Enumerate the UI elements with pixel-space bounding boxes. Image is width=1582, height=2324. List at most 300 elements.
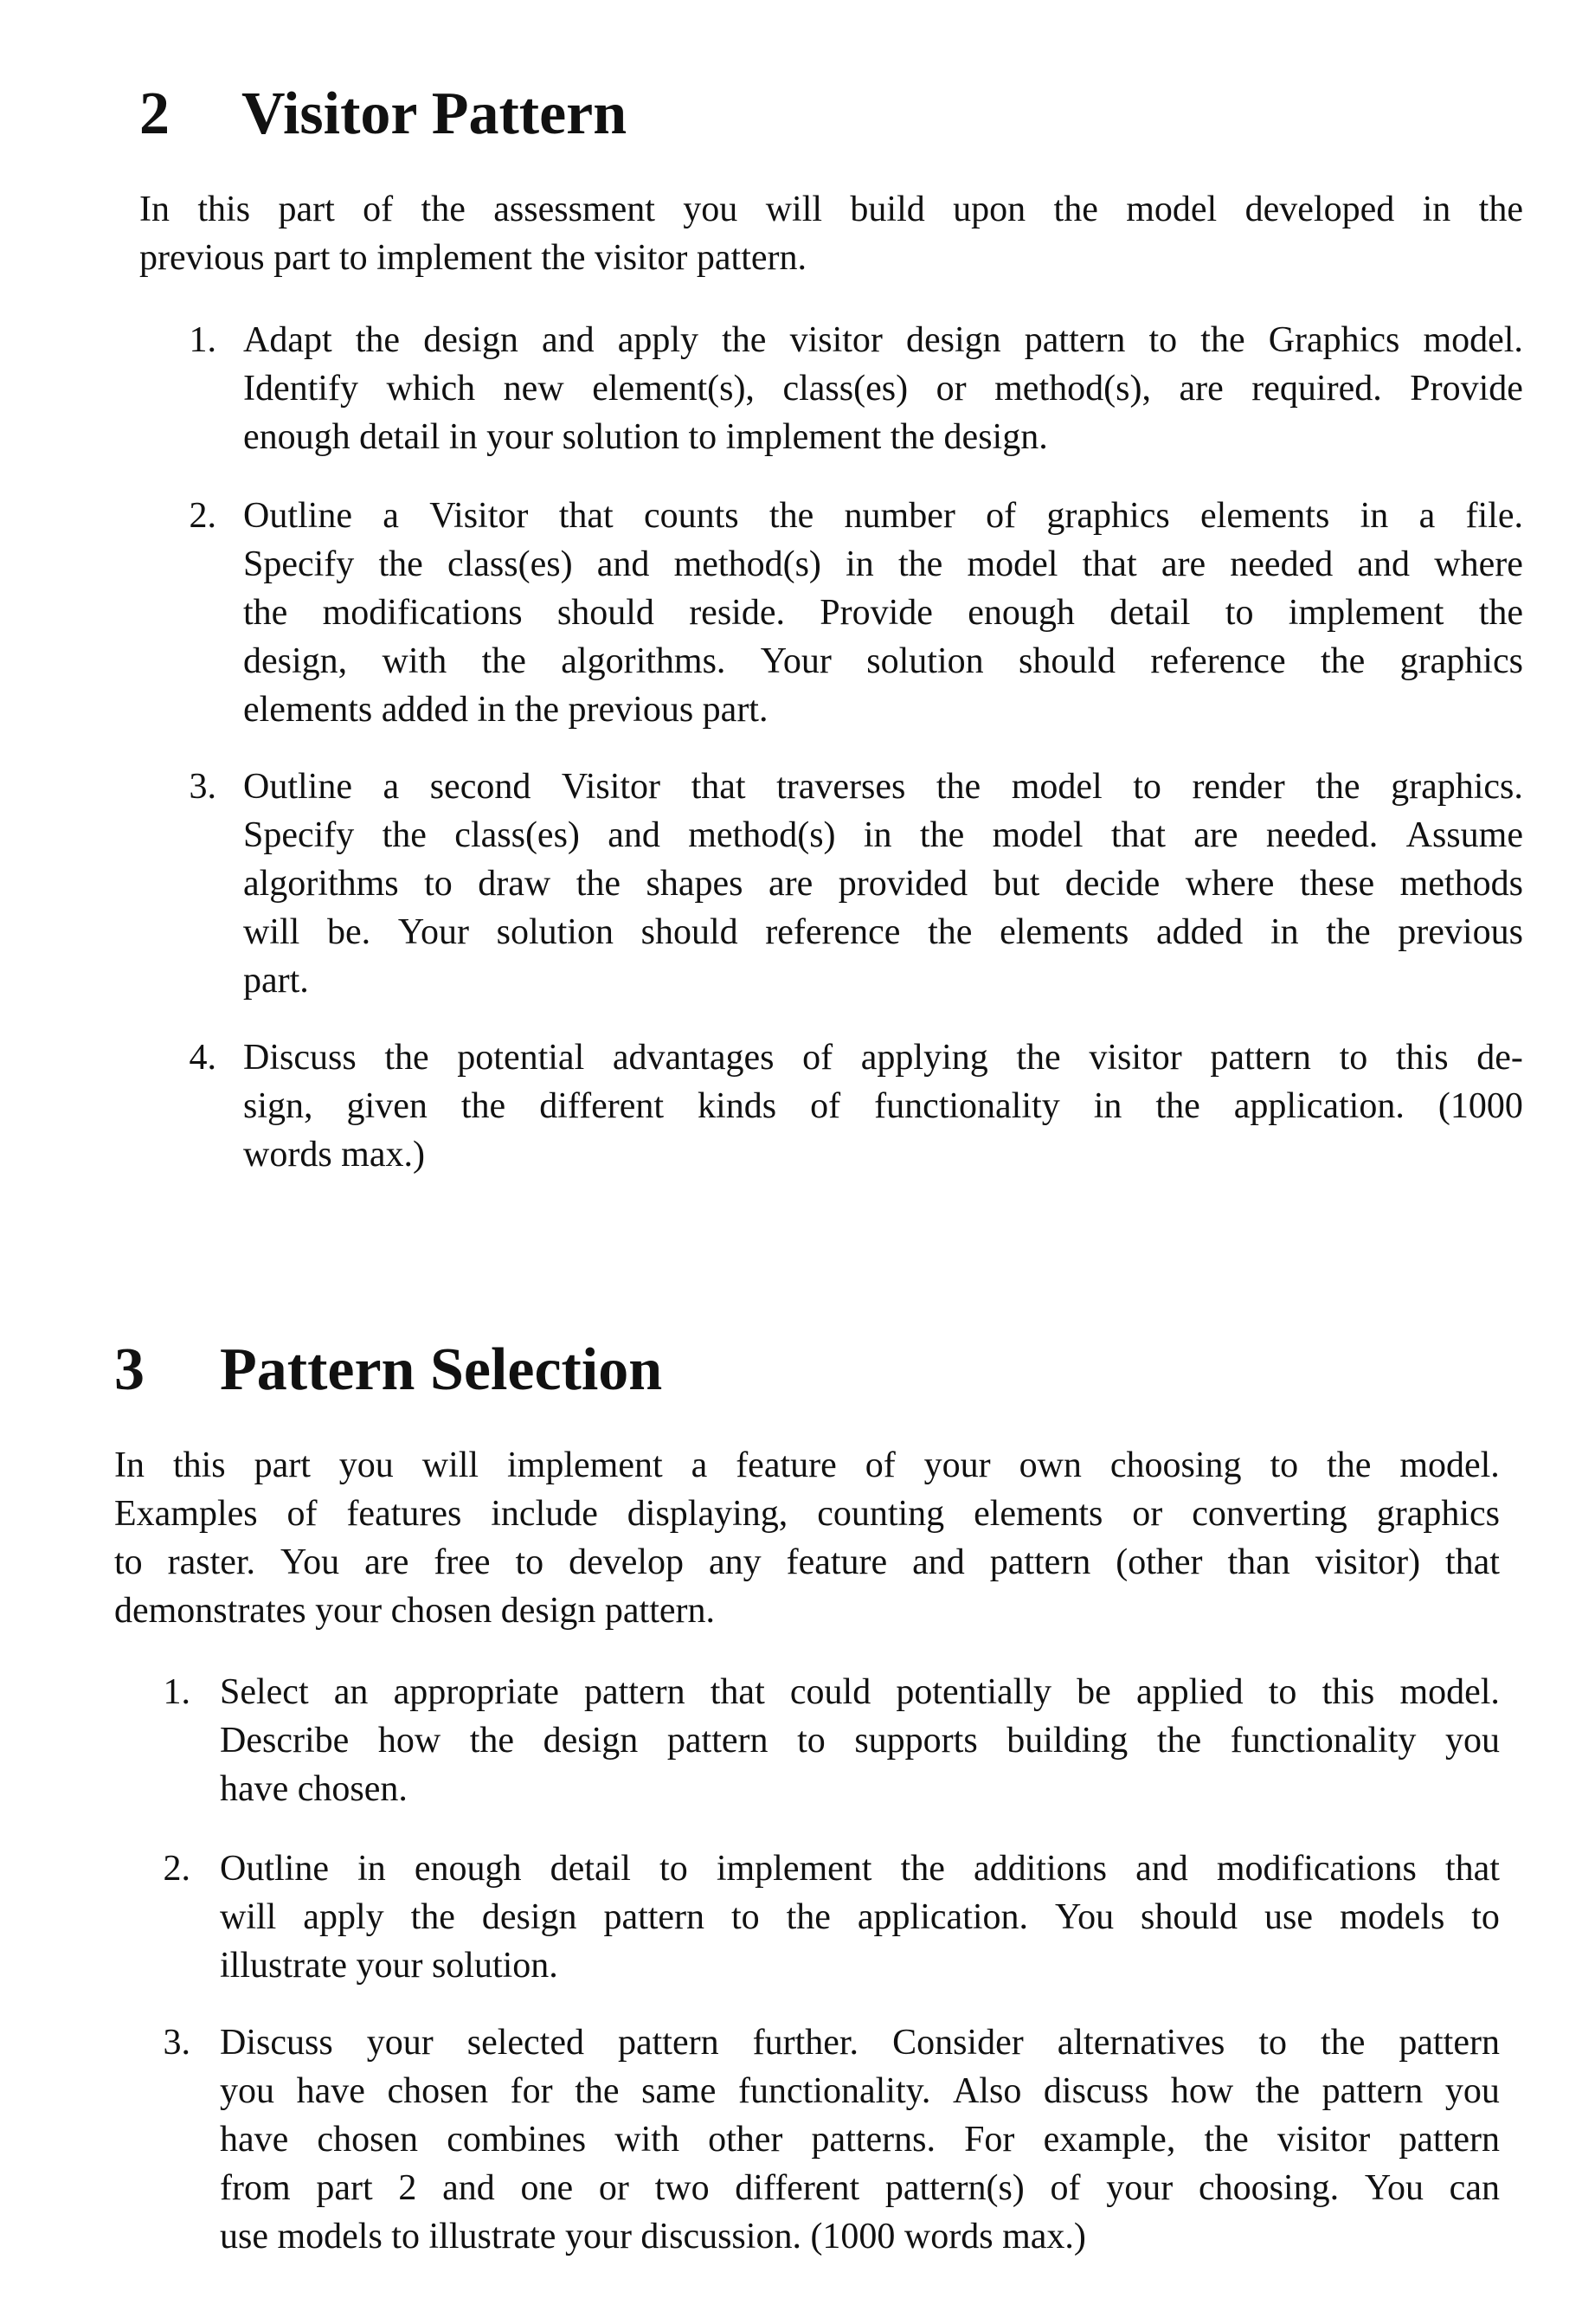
word: how	[1170, 2071, 1234, 2111]
word: Adapt	[243, 320, 332, 360]
word: a	[383, 767, 400, 807]
word: added	[1156, 912, 1244, 952]
word: the	[768, 496, 814, 536]
word: design	[906, 320, 1001, 360]
word: the	[1200, 320, 1245, 360]
word: required.	[1251, 369, 1382, 409]
word: elements	[1000, 912, 1129, 952]
word: choosing	[1109, 1445, 1242, 1485]
word: and	[1135, 1849, 1188, 1889]
word: could	[789, 1672, 871, 1712]
word: the	[722, 320, 767, 360]
list-item-number: 1.	[189, 320, 216, 360]
word: the	[1478, 190, 1523, 229]
word: use	[1264, 1897, 1314, 1937]
word: the	[1326, 912, 1371, 952]
word: application.	[857, 1897, 1028, 1937]
word: class(es)	[454, 815, 580, 855]
word: graphics	[1376, 1494, 1500, 1534]
section-intro	[139, 185, 1523, 282]
text-line	[243, 492, 1523, 540]
word: Provide	[1410, 369, 1523, 409]
word: are	[1161, 544, 1206, 584]
word: draw	[478, 864, 551, 904]
list-item-number: 4.	[189, 1038, 216, 1078]
text-line	[243, 859, 1523, 908]
word: should	[640, 912, 738, 952]
word: model	[967, 544, 1058, 584]
word: in	[1093, 1086, 1122, 1126]
word: 2	[398, 2168, 417, 2208]
word: a	[691, 1445, 708, 1485]
word: for	[510, 2071, 553, 2111]
word: Examples	[114, 1494, 258, 1534]
word: to	[114, 1542, 143, 1582]
word: in	[863, 815, 892, 855]
word: You	[1364, 2168, 1424, 2208]
word: provided	[838, 864, 968, 904]
text-line	[243, 364, 1523, 413]
word: graphics	[1399, 641, 1523, 681]
word: of	[986, 496, 1017, 536]
word: you	[683, 190, 738, 229]
word: any	[709, 1542, 762, 1582]
word: Specify	[243, 815, 355, 855]
word: these	[1299, 864, 1375, 904]
word: design	[543, 1721, 639, 1761]
word: or	[1132, 1494, 1163, 1534]
word: your	[923, 1445, 991, 1485]
word: second	[429, 767, 531, 807]
word: other	[708, 2120, 783, 2160]
word: render	[1192, 767, 1285, 807]
word: Graphics	[1268, 320, 1400, 360]
word: of	[363, 190, 394, 229]
word: your	[1106, 2168, 1174, 2208]
word: developed	[1244, 190, 1395, 229]
text-line	[139, 185, 1523, 234]
word: pattern	[1210, 1038, 1311, 1078]
word: or	[598, 2168, 629, 2208]
word: and	[1357, 544, 1411, 584]
word: to	[797, 1721, 826, 1761]
word: pattern	[603, 1897, 705, 1937]
word: design	[481, 1897, 577, 1937]
word: to	[659, 1849, 688, 1889]
word: an	[333, 1672, 369, 1712]
word: You	[1054, 1897, 1115, 1937]
word: will	[220, 1897, 277, 1937]
word: previous	[1398, 912, 1523, 952]
word: the	[421, 190, 466, 229]
line-text: use models to illustrate your discussion. (1000 words max.)	[220, 2217, 1086, 2256]
section-title: Visitor Pattern	[241, 80, 627, 147]
word: the	[460, 1086, 506, 1126]
word: pattern	[1024, 320, 1126, 360]
word: visitor	[1089, 1038, 1182, 1078]
word: you	[338, 1445, 394, 1485]
word: the	[919, 815, 965, 855]
word: file.	[1465, 496, 1523, 536]
word: Specify	[243, 544, 355, 584]
text-line	[243, 763, 1523, 811]
word: method(s)	[688, 815, 836, 855]
word: model	[1011, 767, 1103, 807]
word: and	[608, 815, 660, 855]
word: shapes	[646, 864, 743, 904]
word: potentially	[896, 1672, 1052, 1712]
word: to	[1148, 320, 1178, 360]
word: pattern	[1322, 2071, 1424, 2111]
word: the	[355, 320, 401, 360]
word: model.	[1399, 1672, 1500, 1712]
word: the	[1320, 641, 1366, 681]
word: and	[912, 1542, 965, 1582]
word: are	[768, 864, 814, 904]
word: this	[172, 1445, 226, 1485]
word: Select	[220, 1672, 309, 1712]
text-line	[139, 234, 1523, 282]
word: part	[254, 1445, 311, 1485]
word: the	[1016, 1038, 1061, 1078]
word: Discuss	[220, 2023, 333, 2063]
word: to	[1471, 1897, 1500, 1937]
word: Visitor	[561, 767, 661, 807]
word: Identify	[243, 369, 358, 409]
word: should	[1019, 641, 1116, 681]
line-text: part.	[243, 961, 309, 1001]
text-line	[114, 1441, 1500, 1490]
word: apply	[303, 1897, 384, 1937]
word: should	[556, 593, 654, 633]
word: the	[481, 641, 526, 681]
word: you	[1444, 2071, 1500, 2111]
word: or	[936, 369, 967, 409]
word: decide	[1064, 864, 1161, 904]
word: which	[386, 369, 476, 409]
word: the	[1315, 767, 1360, 807]
text-line	[243, 540, 1523, 589]
word: solution	[496, 912, 614, 952]
text-line	[114, 1490, 1500, 1538]
word: (other	[1116, 1542, 1203, 1582]
text-line	[220, 2018, 1500, 2067]
word: include	[491, 1494, 598, 1534]
section-number: 3	[114, 1336, 145, 1403]
word: will	[243, 912, 300, 952]
text-line	[220, 2164, 1500, 2212]
word: displaying,	[627, 1494, 788, 1534]
word: the	[900, 1849, 945, 1889]
text-line	[243, 589, 1523, 637]
word: a	[383, 496, 399, 536]
word: pattern(s)	[884, 2168, 1025, 2208]
list-item-number: 1.	[163, 1672, 190, 1712]
word: how	[377, 1721, 441, 1761]
word: the	[1327, 1445, 1372, 1485]
word: than	[1227, 1542, 1290, 1582]
text-line	[220, 2115, 1500, 2164]
word: that	[558, 496, 614, 536]
word: develop	[569, 1542, 685, 1582]
word: to	[424, 864, 453, 904]
word: of	[286, 1494, 318, 1534]
word: application.	[1233, 1086, 1405, 1126]
section-number: 2	[139, 80, 170, 147]
text-line	[220, 1893, 1500, 1941]
word: apply	[617, 320, 699, 360]
list-item-number: 2.	[189, 496, 216, 536]
word: you	[220, 2071, 274, 2111]
word: the	[575, 2071, 620, 2111]
word: reference	[1150, 641, 1286, 681]
word: but	[993, 864, 1040, 904]
word: visitor	[789, 320, 883, 360]
word: implement	[1288, 593, 1444, 633]
word: algorithms.	[561, 641, 726, 681]
word: pattern	[1399, 2023, 1500, 2063]
word: this	[1395, 1038, 1449, 1078]
word: functionality	[874, 1086, 1060, 1126]
word: detail	[550, 1849, 631, 1889]
word: model	[1126, 190, 1218, 229]
word: in	[357, 1849, 386, 1889]
word: algorithms	[243, 864, 399, 904]
word: different	[735, 2168, 860, 2208]
word: Outline	[243, 496, 352, 536]
word: Provide	[820, 593, 933, 633]
text-line	[243, 811, 1523, 859]
word: with	[382, 641, 447, 681]
word: and	[596, 544, 650, 584]
word: in	[1360, 496, 1389, 536]
line-text: enough detail in your solution to implement the design.	[243, 417, 1048, 457]
word: of	[1050, 2168, 1081, 2208]
word: the	[1156, 1721, 1202, 1761]
text-line	[243, 1033, 1523, 1082]
word: to	[1270, 1445, 1299, 1485]
word: traverses	[776, 767, 906, 807]
word: are	[364, 1542, 409, 1582]
word: potential	[457, 1038, 585, 1078]
word: functionality	[1230, 1721, 1417, 1761]
word: pattern	[989, 1542, 1091, 1582]
word: in	[1422, 190, 1451, 229]
word: model.	[1423, 320, 1523, 360]
word: example,	[1043, 2120, 1176, 2160]
section-title: Pattern Selection	[220, 1336, 663, 1403]
line-text: illustrate your solution.	[220, 1946, 558, 1986]
word: are	[1179, 369, 1224, 409]
section-intro	[114, 1441, 1500, 1635]
word: be	[1077, 1672, 1111, 1712]
word: one	[520, 2168, 574, 2208]
word: this	[197, 190, 251, 229]
line-text: elements added in the previous part.	[243, 690, 768, 730]
word: to	[1225, 593, 1254, 633]
word: given	[346, 1086, 428, 1126]
word: visitor	[1277, 2120, 1371, 2160]
list-item	[220, 1668, 1500, 1813]
text-line	[220, 1844, 1500, 1893]
list-item	[220, 2018, 1500, 2261]
word: In	[114, 1445, 145, 1485]
word: the	[469, 1721, 515, 1761]
word: the	[243, 593, 288, 633]
list-item-number: 2.	[163, 1849, 190, 1889]
word: applying	[860, 1038, 988, 1078]
text-line	[243, 956, 1523, 1005]
word: implement	[507, 1445, 663, 1485]
word: Outline	[243, 767, 352, 807]
text-line	[243, 908, 1523, 956]
word: Discuss	[243, 1038, 357, 1078]
word: pattern	[1399, 2120, 1500, 2160]
word: modifications	[322, 593, 523, 633]
text-line	[243, 316, 1523, 364]
word: in	[1270, 912, 1299, 952]
text-line	[220, 1765, 1500, 1813]
word: the	[1155, 1086, 1200, 1126]
word: supports	[854, 1721, 978, 1761]
list-item	[220, 1844, 1500, 1990]
word: For	[964, 2120, 1015, 2160]
word: part	[278, 190, 335, 229]
word: chosen	[387, 2071, 489, 2111]
word: the	[410, 1897, 455, 1937]
word: functionality.	[738, 2071, 931, 2111]
line-text: words max.)	[243, 1135, 425, 1175]
text-line	[243, 637, 1523, 686]
word: a	[1418, 496, 1436, 536]
word: alternatives	[1057, 2023, 1225, 2063]
list-item	[243, 492, 1523, 734]
word: the	[1321, 2023, 1366, 2063]
word: of	[802, 1038, 833, 1078]
word: different	[539, 1086, 665, 1126]
word: part	[316, 2168, 373, 2208]
word: further.	[752, 2023, 859, 2063]
word: in	[846, 544, 874, 584]
word: enough	[414, 1849, 522, 1889]
word: to	[1258, 2023, 1288, 2063]
word: (1000	[1437, 1086, 1523, 1126]
text-line	[220, 1716, 1500, 1765]
word: building	[1006, 1721, 1129, 1761]
word: kinds	[698, 1086, 777, 1126]
word: same	[641, 2071, 717, 2111]
word: are	[1193, 815, 1238, 855]
word: that	[691, 767, 746, 807]
list-item	[243, 1033, 1523, 1179]
word: Your	[397, 912, 469, 952]
word: discuss	[1043, 2071, 1149, 2111]
word: the	[378, 544, 423, 584]
word: that	[1444, 1849, 1500, 1889]
word: implement	[716, 1849, 872, 1889]
text-line	[114, 1538, 1500, 1587]
word: converting	[1192, 1494, 1347, 1534]
word: You	[280, 1542, 340, 1582]
word: design	[423, 320, 518, 360]
word: your	[366, 2023, 434, 2063]
word: the	[936, 767, 981, 807]
word: will	[421, 1445, 479, 1485]
word: the	[786, 1897, 831, 1937]
word: and	[442, 2168, 495, 2208]
word: can	[1449, 2168, 1500, 2208]
word: that	[1082, 544, 1137, 584]
word: method(s)	[673, 544, 821, 584]
word: modifications	[1216, 1849, 1417, 1889]
text-line	[243, 686, 1523, 734]
word: model	[992, 815, 1084, 855]
word: pattern	[666, 1721, 768, 1761]
word: the	[1478, 593, 1523, 633]
word: build	[850, 190, 925, 229]
word: element(s),	[592, 369, 755, 409]
word: models	[1339, 1897, 1445, 1937]
list-item-number: 3.	[163, 2023, 190, 2063]
word: Assume	[1405, 815, 1523, 855]
word: this	[1322, 1672, 1375, 1712]
text-line	[220, 1668, 1500, 1716]
word: chosen	[317, 2120, 419, 2160]
word: counts	[643, 496, 739, 536]
word: elements	[974, 1494, 1103, 1534]
word: where	[1434, 544, 1523, 584]
word: graphics.	[1391, 767, 1523, 807]
word: free	[434, 1542, 491, 1582]
word: selected	[466, 2023, 584, 2063]
text-line	[220, 2067, 1500, 2115]
word: appropriate	[393, 1672, 559, 1712]
word: method(s),	[994, 369, 1151, 409]
word: have	[296, 2071, 365, 2111]
word: upon	[953, 190, 1026, 229]
word: Describe	[220, 1721, 350, 1761]
text-line	[243, 1082, 1523, 1130]
word: needed.	[1265, 815, 1379, 855]
word: number	[844, 496, 955, 536]
word: the	[382, 815, 427, 855]
word: reference	[765, 912, 901, 952]
list-item	[243, 763, 1523, 1005]
text-line	[220, 2212, 1500, 2261]
word: the	[1053, 190, 1098, 229]
word: feature	[736, 1445, 837, 1485]
word: detail	[1109, 593, 1191, 633]
line-text: demonstrates your chosen design pattern.	[114, 1591, 715, 1631]
word: to	[1339, 1038, 1368, 1078]
word: raster.	[167, 1542, 256, 1582]
word: Also	[952, 2071, 1022, 2111]
word: that	[1110, 815, 1166, 855]
word: design,	[243, 641, 348, 681]
word: two	[654, 2168, 710, 2208]
list-item	[243, 316, 1523, 461]
word: that	[710, 1672, 765, 1712]
word: visitor)	[1315, 1542, 1421, 1582]
word: the	[1255, 2071, 1301, 2111]
word: to	[515, 1542, 544, 1582]
text-line	[243, 1130, 1523, 1179]
word: pattern	[584, 1672, 685, 1712]
word: enough	[968, 593, 1075, 633]
word: where	[1185, 864, 1275, 904]
text-line	[220, 1941, 1500, 1990]
word: own	[1019, 1445, 1082, 1485]
